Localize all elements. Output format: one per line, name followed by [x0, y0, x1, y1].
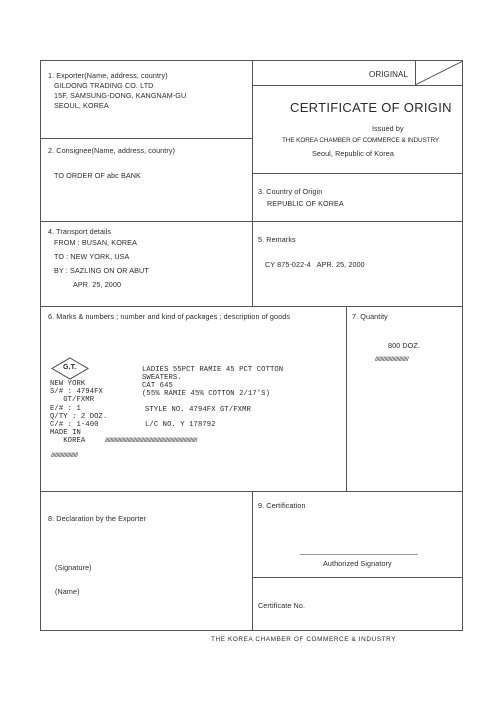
remarks-label: 5. Remarks: [258, 235, 296, 244]
certificate-no-label: Certificate No.: [258, 601, 306, 610]
transport-date: APR. 25, 2000: [73, 280, 122, 289]
goods-box-bottom: [41, 491, 463, 492]
marks-line-1: NEW YORK: [50, 380, 86, 388]
quantity-divider: [346, 306, 347, 491]
original-label: ORIGINAL: [369, 70, 409, 79]
country-box-bottom: [252, 221, 463, 222]
goods-desc-end: /////////////////////////////////////////////////////////////////////: [105, 437, 197, 444]
name-label: (Name): [55, 587, 80, 596]
issued-by: Issued by: [372, 124, 404, 133]
goods-label: 6. Marks & numbers ; number and kind of packages ; description of goods: [48, 312, 291, 321]
transport-from: FROM : BUSAN, KOREA: [54, 238, 137, 247]
marks-line-7: MADE IN: [50, 429, 81, 437]
gt-mark-diamond: [51, 357, 89, 380]
authorized-signatory: Authorized Signatory: [323, 559, 392, 568]
declaration-label: 8. Declaration by the Exporter: [48, 514, 147, 523]
certificate-form: [40, 60, 463, 631]
quantity-value: 800 DOZ.: [388, 341, 420, 350]
original-box-bottom: [252, 85, 463, 86]
country-of-origin-label: 3. Country of Origin: [258, 187, 323, 196]
exporter-label: 1. Exporter(Name, address, country): [48, 71, 168, 80]
certification-divider: [252, 577, 463, 578]
transport-by: BY : SAZLING ON OR ABUT: [54, 266, 149, 275]
transport-box-bottom: [41, 306, 463, 307]
goods-desc-line-1: LADIES 55PCT RAMIE 45 PCT COTTON: [142, 366, 284, 374]
consignee-box-bottom: [41, 221, 252, 222]
consignee-value: TO ORDER OF abc BANK: [54, 171, 141, 180]
gt-mark-text: G.T.: [63, 364, 77, 371]
transport-to: TO : NEW YORK, USA: [54, 252, 130, 261]
signature-label: (Signature): [55, 563, 92, 572]
goods-desc-line-3: CAT 645: [142, 382, 173, 390]
marks-line-4: E/# : 1: [50, 405, 81, 413]
quantity-label: 7. Quantity: [352, 312, 388, 321]
header-box-bottom: [252, 173, 463, 174]
exporter-name: GILDONG TRADING CO. LTD: [54, 81, 154, 90]
marks-line-2: S/# : 4794FX: [50, 388, 103, 396]
marks-line-5: Q/TY : 2 DOZ.: [50, 413, 108, 421]
marks-line-3: GT/FXMR: [50, 396, 95, 404]
exporter-city: SEOUL, KOREA: [54, 101, 109, 110]
country-of-origin-value: REPUBLIC OF KOREA: [267, 199, 344, 208]
marks-end: ////////////////////: [51, 452, 78, 459]
marks-line-8: KOREA: [50, 437, 86, 445]
certification-label: 9. Certification: [258, 501, 306, 510]
issuer-location: Seoul, Republic of Korea: [312, 149, 394, 158]
consignee-label: 2. Consignee(Name, address, country): [48, 146, 176, 155]
column-divider-bottom: [252, 491, 253, 631]
goods-lc-no: L/C NO. Y 178792: [145, 421, 216, 429]
certificate-title: CERTIFICATE OF ORIGIN: [290, 100, 452, 115]
issuer-name: THE KOREA CHAMBER OF COMMERCE & INDUSTRY: [282, 137, 440, 144]
exporter-box-bottom: [41, 138, 252, 139]
exporter-street: 15F, SAMSUNG-DONG, KANGNAM-GU: [54, 91, 187, 100]
goods-style-no: STYLE NO. 4794FX GT/FXMR: [145, 406, 251, 414]
original-box-diagonal: [415, 61, 463, 85]
marks-line-6: C/# : 1-400: [50, 421, 99, 429]
goods-desc-line-4: (55% RAMIE 45% COTTON 2/17'S): [142, 390, 270, 398]
remarks-value: CY 875-022-4 APR. 25, 2000: [265, 260, 365, 269]
footer-issuer: THE KOREA CHAMBER OF COMMERCE & INDUSTRY: [211, 636, 397, 643]
quantity-end: /////////////////////////: [375, 356, 409, 363]
signatory-line: [300, 554, 418, 555]
transport-label: 4. Transport details: [48, 227, 112, 236]
goods-desc-line-2: SWEATERS.: [142, 374, 182, 382]
column-divider-top: [252, 61, 253, 306]
